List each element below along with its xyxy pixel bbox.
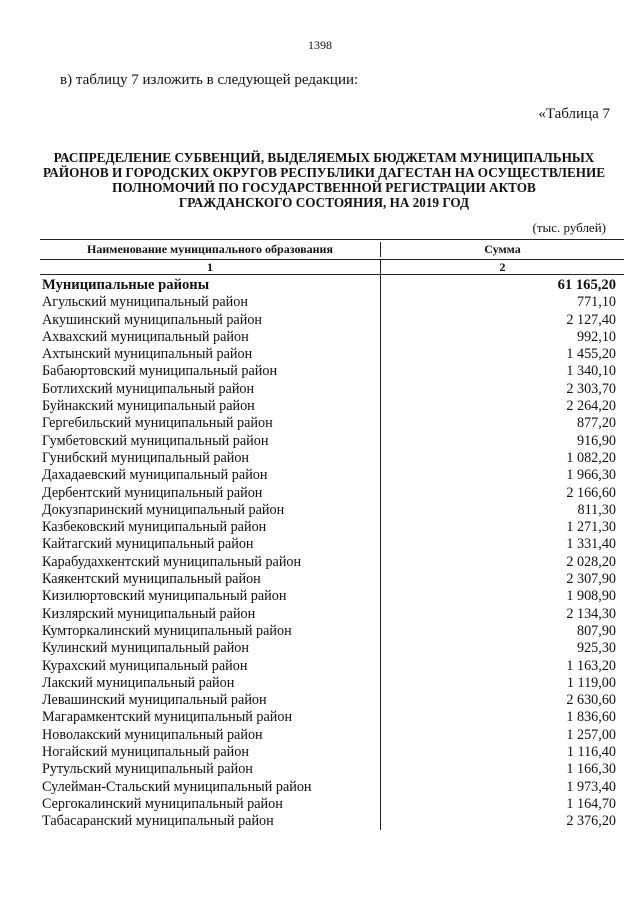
- district-name: Лакский муниципальный район: [42, 674, 235, 691]
- district-sum: 807,90: [576, 622, 616, 639]
- table-row: [40, 432, 624, 449]
- table-row: [40, 571, 624, 588]
- district-sum: 1 836,60: [566, 709, 616, 726]
- column-header-name: Наименование муниципального образования: [40, 242, 381, 257]
- district-name: Буйнакский муниципальный район: [42, 398, 255, 415]
- table-body: [40, 275, 624, 830]
- page-number: 1398: [308, 38, 332, 52]
- district-name: Левашинский муниципальный район: [42, 692, 267, 709]
- table-row: [40, 640, 624, 657]
- district-sum: 877,20: [576, 415, 616, 432]
- table-row: [40, 796, 624, 813]
- district-sum: 1 166,30: [566, 761, 616, 778]
- table-row: [40, 744, 624, 761]
- district-name: Гергебильский муниципальный район: [42, 415, 273, 432]
- district-name: Кумторкалинский муниципальный район: [42, 622, 292, 639]
- column-divider: [380, 275, 381, 830]
- district-name: Казбековский муниципальный район: [42, 519, 267, 536]
- table-row: [40, 692, 624, 709]
- district-sum: 916,90: [576, 432, 616, 449]
- intro-text: в) таблицу 7 изложить в следующей редакции:: [60, 72, 359, 88]
- district-name: Кайтагский муниципальный район: [42, 536, 254, 553]
- district-sum: 1 271,30: [566, 519, 616, 536]
- district-sum: 1 119,00: [566, 674, 616, 691]
- district-sum: 1 116,40: [566, 744, 616, 761]
- district-sum: 2 028,20: [566, 553, 616, 570]
- units-note: (тыс. рублей): [532, 220, 606, 235]
- column-header-sum: Сумма: [484, 242, 521, 256]
- district-sum: 2 134,30: [566, 605, 616, 622]
- table-label: «Таблица 7: [538, 106, 610, 122]
- table-row: [40, 761, 624, 778]
- district-sum: 2 376,20: [566, 813, 616, 830]
- subsidy-table: [40, 239, 624, 830]
- district-name: Гумбетовский муниципальный район: [42, 432, 269, 449]
- table-row: [40, 519, 624, 536]
- table-row: [40, 467, 624, 484]
- table-header-row: [40, 239, 624, 260]
- district-name: Сергокалинский муниципальный район: [42, 795, 283, 812]
- district-name: Бабаюртовский муниципальный район: [42, 363, 278, 380]
- district-name: Ботлихский муниципальный район: [42, 380, 255, 397]
- district-name: Кизилюртовский муниципальный район: [42, 588, 287, 605]
- table-row: [40, 311, 624, 328]
- district-sum: 1 340,10: [566, 363, 616, 380]
- district-sum: 1 966,30: [566, 467, 616, 484]
- district-sum: 811,30: [577, 501, 616, 518]
- table-row: [40, 675, 624, 692]
- district-name: Ахвахский муниципальный район: [42, 328, 249, 345]
- district-sum: 771,10: [576, 294, 616, 311]
- district-name: Карабудахкентский муниципальный район: [42, 553, 302, 570]
- district-name: Каякентский муниципальный район: [42, 571, 261, 588]
- district-name: Агульский муниципальный район: [42, 294, 248, 311]
- district-sum: 2 166,60: [566, 484, 616, 501]
- table-row: [40, 415, 624, 432]
- heading-line: ПОЛНОМОЧИЙ ПО ГОСУДАРСТВЕННОЙ РЕГИСТРАЦИИ АКТОВ: [112, 180, 536, 195]
- district-sum: 1 331,40: [566, 536, 616, 553]
- district-name: Дахадаевский муниципальный район: [42, 467, 268, 484]
- district-sum: 2 307,90: [566, 571, 616, 588]
- heading-line: ГРАЖДАНСКОГО СОСТОЯНИЯ, НА 2019 ГОД: [178, 195, 470, 210]
- district-sum: 992,10: [576, 328, 616, 345]
- table-row: [40, 588, 624, 605]
- table-row: [40, 709, 624, 726]
- district-name: Докузпаринский муниципальный район: [42, 501, 285, 518]
- district-sum: 2 303,70: [566, 380, 616, 397]
- heading-line: РАСПРЕДЕЛЕНИЕ СУБВЕНЦИЙ, ВЫДЕЛЯЕМЫХ БЮДЖЕТАМ МУНИЦИПАЛЬНЫХ: [53, 150, 595, 165]
- district-name: Табасаранский муниципальный район: [42, 813, 274, 830]
- table-row: [40, 657, 624, 674]
- table-row: [40, 398, 624, 415]
- district-name: Дербентский муниципальный район: [42, 484, 263, 501]
- heading-line: РАЙОНОВ И ГОРОДСКИХ ОКРУГОВ РЕСПУБЛИКИ ДАГЕСТАН НА ОСУЩЕСТВЛЕНИЕ: [42, 165, 606, 180]
- table-row: [40, 536, 624, 553]
- table-row: [40, 380, 624, 397]
- total-name: Муниципальные районы: [42, 277, 210, 293]
- district-sum: 925,30: [576, 640, 616, 657]
- district-name: Ногайский муниципальный район: [42, 744, 249, 761]
- table-row: [40, 484, 624, 501]
- column-number-row: [40, 260, 624, 275]
- district-sum: 2 264,20: [566, 398, 616, 415]
- district-sum: 1 164,70: [566, 795, 616, 812]
- district-name: Гунибский муниципальный район: [42, 449, 250, 466]
- document-heading: [40, 150, 608, 210]
- district-name: Новолакский муниципальный район: [42, 726, 263, 743]
- district-sum: 1 908,90: [566, 588, 616, 605]
- table-row: [40, 813, 624, 830]
- table-row: [40, 363, 624, 380]
- table-row: [40, 623, 624, 640]
- total-row: [40, 275, 624, 294]
- district-name: Акушинский муниципальный район: [42, 311, 263, 328]
- district-sum: 1 082,20: [566, 449, 616, 466]
- district-name: Рутульский муниципальный район: [42, 761, 253, 778]
- table-row: [40, 346, 624, 363]
- district-name: Курахский муниципальный район: [42, 657, 248, 674]
- district-sum: 1 257,00: [566, 726, 616, 743]
- district-sum: 2 630,60: [566, 692, 616, 709]
- table-row: [40, 553, 624, 570]
- table-row: [40, 450, 624, 467]
- table-row: [40, 778, 624, 795]
- district-name: Ахтынский муниципальный район: [42, 346, 253, 363]
- table-row: [40, 502, 624, 519]
- table-row: [40, 294, 624, 311]
- table-row: [40, 329, 624, 346]
- district-name: Кулинский муниципальный район: [42, 640, 249, 657]
- district-name: Магарамкентский муниципальный район: [42, 709, 293, 726]
- district-sum: 1 455,20: [566, 346, 616, 363]
- total-sum: 61 165,20: [557, 277, 616, 293]
- column-number-2: 2: [499, 259, 506, 274]
- district-sum: 1 973,40: [566, 778, 616, 795]
- table-row: [40, 726, 624, 743]
- column-number-1: 1: [40, 260, 381, 275]
- table-row: [40, 605, 624, 622]
- district-sum: 1 163,20: [566, 657, 616, 674]
- district-name: Сулейман-Стальский муниципальный район: [42, 778, 312, 795]
- district-name: Кизлярский муниципальный район: [42, 605, 256, 622]
- district-sum: 2 127,40: [566, 311, 616, 328]
